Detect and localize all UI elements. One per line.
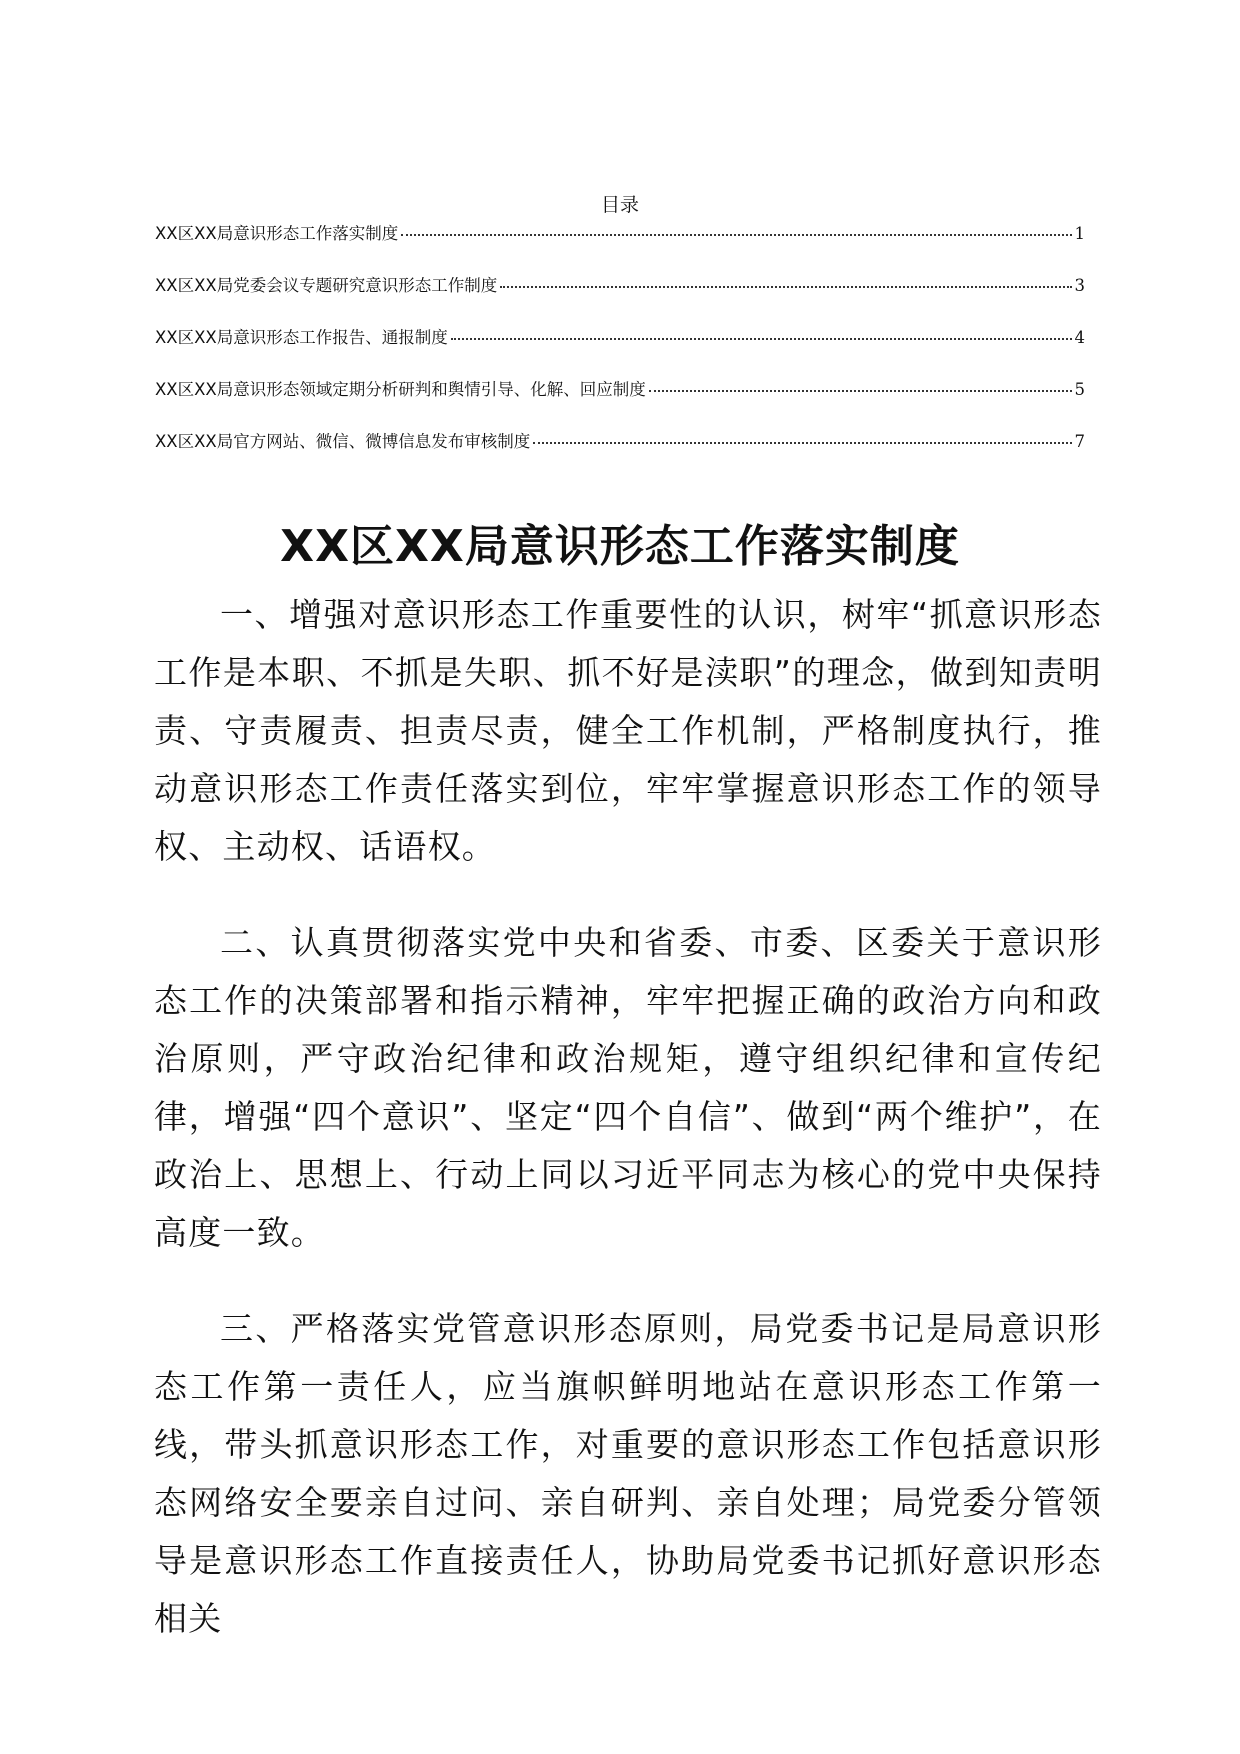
toc-item-page: 5	[1074, 380, 1085, 399]
toc-item-text: XX区XX局官方网站、微信、微博信息发布审核制度	[155, 432, 531, 451]
toc-item-page: 1	[1074, 224, 1085, 243]
toc-item[interactable]	[155, 430, 1085, 482]
toc-leader-dots	[533, 442, 1071, 444]
toc-item-text: XX区XX局党委会议专题研究意识形态工作制度	[155, 276, 498, 295]
toc-item-page: 3	[1074, 276, 1085, 295]
toc-leader-dots	[451, 338, 1072, 340]
toc-item-page: 7	[1074, 432, 1085, 451]
body-paragraph: 三、严格落实党管意识形态原则，局党委书记是局意识形态工作第一责任人，应当旗帜鲜明地站在意识形态工作第一线，带头抓意识形态工作，对重要的意识形态工作包括意识形态网络安全要亲自过问、亲自研判、亲自处理；局党委分管领导是意识形态工作直接责任人，协助局党委书记抓好意识形态相关	[154, 1309, 1102, 1638]
toc-item-text: XX区XX局意识形态领域定期分析研判和舆情引导、化解、回应制度	[155, 380, 646, 399]
toc-item[interactable]	[155, 378, 1085, 430]
toc-leader-dots	[649, 390, 1072, 392]
toc-item-text: XX区XX局意识形态工作报告、通报制度	[155, 328, 448, 347]
body-paragraph: 一、增强对意识形态工作重要性的认识，树牢“抓意识形态工作是本职、不抓是失职、抓不好是渎职”的理念，做到知责明责、守责履责、担责尽责，健全工作机制，严格制度执行，推动意识形态工作责任落实到位，牢牢掌握意识形态工作的领导权、主动权、话语权。	[154, 595, 1102, 866]
toc-leader-dots	[401, 234, 1071, 236]
toc-item-text: XX区XX局意识形态工作落实制度	[155, 224, 399, 243]
toc-title: 目录	[600, 194, 639, 216]
document-body	[154, 586, 1102, 1686]
toc-leader-dots	[500, 286, 1071, 288]
toc-item-page: 4	[1074, 328, 1085, 347]
table-of-contents	[155, 222, 1085, 482]
toc-item[interactable]	[155, 222, 1085, 274]
toc-item[interactable]	[155, 274, 1085, 326]
body-paragraph: 二、认真贯彻落实党中央和省委、市委、区委关于意识形态工作的决策部署和指示精神，牢牢把握正确的政治方向和政治原则，严守政治纪律和政治规矩，遵守组织纪律和宣传纪律，增强“四个意识”、坚定“四个自信”、做到“两个维护”，在政治上、思想上、行动上同以习近平同志为核心的党中央保持高度一致。	[154, 923, 1102, 1252]
toc-item[interactable]	[155, 326, 1085, 378]
document-title: XX区XX局意识形态工作落实制度	[280, 521, 960, 573]
